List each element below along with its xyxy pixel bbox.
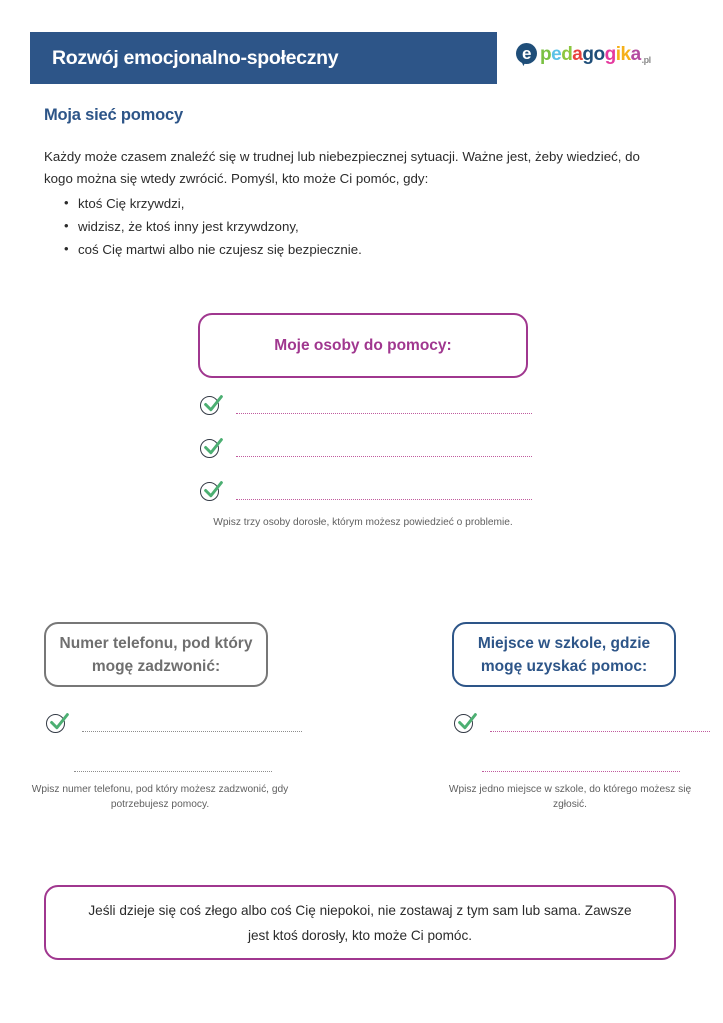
help-people-caption: Wpisz trzy osoby dorosłe, którym możesz powiedzieć o problemie. [213, 517, 513, 528]
phone-caption: Wpisz numer telefonu, pod który możesz zadzwonić, gdy potrzebujesz pomocy. [31, 784, 289, 810]
page-title: Rozwój emocjonalno-społeczny [52, 46, 339, 69]
brand-logo [516, 42, 651, 67]
logo-tld: .pl [641, 55, 651, 65]
phone-label: Numer telefonu, pod który mogę zadzwonić: [59, 634, 253, 675]
phone-input-line-2[interactable] [74, 771, 272, 772]
help-person-row-2[interactable] [200, 439, 532, 461]
help-people-label: Moje osoby do pomocy: [274, 337, 452, 354]
phone-label-box [44, 622, 268, 687]
footer-message-box [44, 885, 676, 960]
logo-mark-letter: e [522, 44, 531, 63]
school-row[interactable] [454, 714, 710, 736]
check-circle-icon [200, 396, 222, 418]
logo-letter: i [615, 43, 621, 65]
logo-letter: g [582, 43, 594, 65]
check-circle-icon [454, 714, 476, 736]
help-person-input-line-3[interactable] [236, 499, 532, 500]
help-person-row-3[interactable] [200, 482, 532, 504]
phone-input-line-1[interactable] [82, 731, 302, 732]
section-title: Moja sieć pomocy [44, 106, 183, 124]
help-person-input-line-2[interactable] [236, 456, 532, 457]
page-header [0, 32, 723, 84]
logo-letter: d [561, 43, 573, 65]
help-person-input-line-1[interactable] [236, 413, 532, 414]
logo-letter: a [572, 43, 583, 65]
logo-letter: g [604, 43, 616, 65]
logo-letter: k [620, 43, 631, 65]
logo-letter: p [540, 43, 552, 65]
intro-paragraph: Każdy może czasem znaleźć się w trudnej lub niebezpiecznej sytuacji. Ważne jest, żeby wiedzieć, do kogo można się wtedy zwrócić. Pomyśl, kto może Ci pomóc, gdy: [44, 149, 640, 186]
logo-letter: o [593, 43, 605, 65]
help-person-row-1[interactable] [200, 396, 532, 418]
check-circle-icon [200, 482, 222, 504]
logo-speech-bubble-icon [516, 42, 539, 67]
check-circle-icon [46, 714, 68, 736]
school-input-line-1[interactable] [490, 731, 710, 732]
school-label-box [452, 622, 676, 687]
logo-letter: e [551, 43, 562, 65]
bullet-item: • ktoś Cię krzywdzi, [62, 192, 662, 215]
footer-message: Jeśli dzieje się coś złego albo coś Cię niepokoi, nie zostawaj z tym sam lub sama. Zawsze jest ktoś dorosły, kto może Ci pomóc. [88, 902, 632, 943]
bullet-item: • coś Cię martwi albo nie czujesz się bezpiecznie. [62, 238, 662, 261]
check-circle-icon [200, 439, 222, 461]
bullet-list [62, 192, 662, 261]
school-caption: Wpisz jedno miejsce w szkole, do którego możesz się zgłosić. [448, 784, 692, 810]
logo-letter: a [630, 43, 641, 65]
school-label: Miejsce w szkole, gdzie mogę uzyskać pomoc: [477, 634, 651, 675]
logo-wordmark [540, 44, 641, 66]
bullet-item: • widzisz, że ktoś inny jest krzywdzony, [62, 215, 662, 238]
phone-row[interactable] [46, 714, 302, 736]
header-banner [30, 32, 497, 84]
school-input-line-2[interactable] [482, 771, 680, 772]
help-people-label-box [198, 313, 528, 378]
